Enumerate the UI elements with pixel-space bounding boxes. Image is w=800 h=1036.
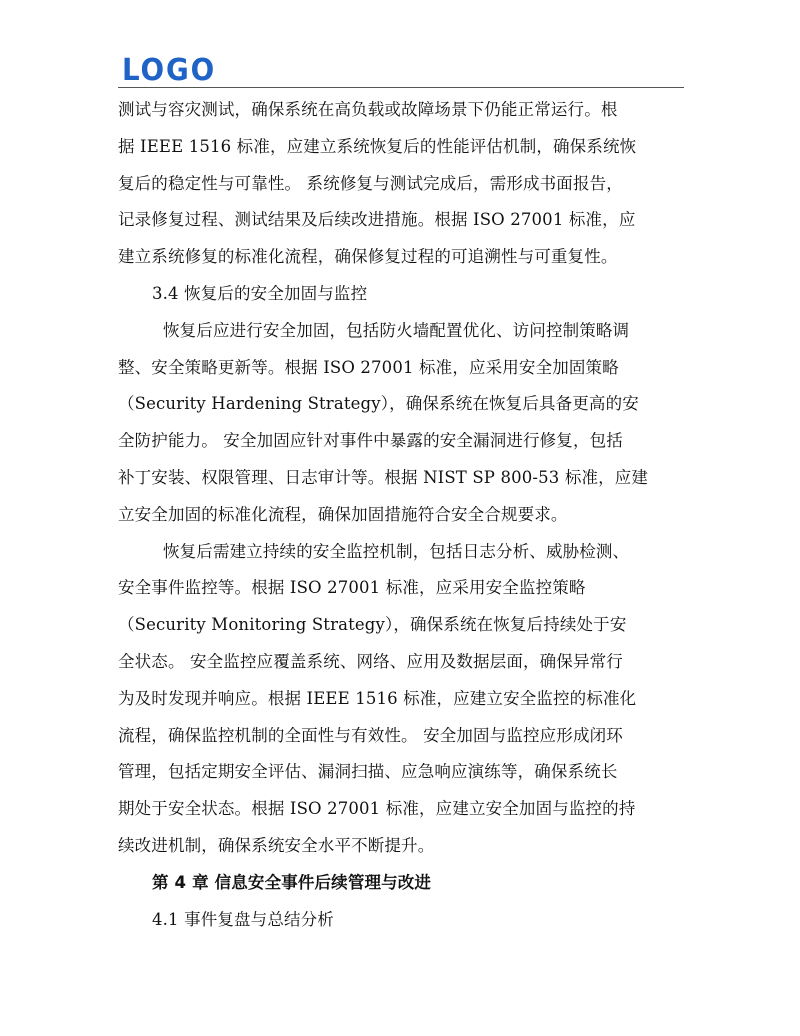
paragraph-line: 记录修复过程、测试结果及后续改进措施。根据 ISO 27001 标准，应 (118, 210, 636, 230)
chapter-heading-4: 第 4 章 信息安全事件后续管理与改进 (152, 872, 432, 892)
paragraph-line: 立安全加固的标准化流程，确保加固措施符合安全合规要求。 (118, 504, 568, 524)
paragraph-line: 安全事件监控等。根据 ISO 27001 标准，应采用安全监控策略 (118, 578, 586, 598)
document-body (118, 92, 688, 938)
paragraph-line: 管理，包括定期安全评估、漏洞扫描、应急响应演练等，确保系统长 (118, 762, 618, 782)
paragraph-line: 复后的稳定性与可靠性。 系统修复与测试完成后，需形成书面报告， (118, 173, 623, 193)
paragraph-line: 测试与容灾测试，确保系统在高负载或故障场景下仍能正常运行。根 (118, 100, 618, 119)
paragraph-line: 为及时发现并响应。根据 IEEE 1516 标准，应建立安全监控的标准化 (118, 688, 637, 708)
logo (122, 52, 222, 86)
paragraph-line: 建立系统修复的标准化流程，确保修复过程的可追溯性与可重复性。 (118, 247, 618, 267)
header-divider (118, 87, 684, 88)
paragraph-line: （Security Monitoring Strategy），确保系统在恢复后持续处于安 (118, 615, 627, 635)
section-heading-3-4: 3.4 恢复后的安全加固与监控 (152, 283, 368, 303)
paragraph-line: 恢复后需建立持续的安全监控机制，包括日志分析、威胁检测、 (163, 541, 630, 561)
paragraph-line: 全状态。 安全监控应覆盖系统、网络、应用及数据层面，确保异常行 (118, 651, 623, 671)
paragraph-line: 补丁安装、权限管理、日志审计等。根据 NIST SP 800-53 标准，应建 (118, 467, 649, 487)
section-heading-4-1: 4.1 事件复盘与总结分析 (152, 909, 334, 929)
paragraph-line: 恢复后应进行安全加固，包括防火墙配置优化、访问控制策略调 (163, 320, 630, 340)
paragraph-line: 全防护能力。 安全加固应针对事件中暴露的安全漏洞进行修复，包括 (118, 431, 623, 451)
paragraph-line: 流程，确保监控机制的全面性与有效性。 安全加固与监控应形成闭环 (118, 725, 623, 745)
logo-text: LOGO (122, 53, 216, 86)
paragraph-line: 据 IEEE 1516 标准，应建立系统恢复后的性能评估机制，确保系统恢 (118, 136, 637, 156)
paragraph-line: 期处于安全状态。根据 ISO 27001 标准，应建立安全加固与监控的持 (118, 799, 636, 819)
paragraph-line: 整、安全策略更新等。根据 ISO 27001 标准，应采用安全加固策略 (118, 357, 619, 377)
paragraph-line: （Security Hardening Strategy），确保系统在恢复后具备更高的安 (118, 394, 639, 414)
paragraph-line: 续改进机制，确保系统安全水平不断提升。 (118, 835, 435, 855)
